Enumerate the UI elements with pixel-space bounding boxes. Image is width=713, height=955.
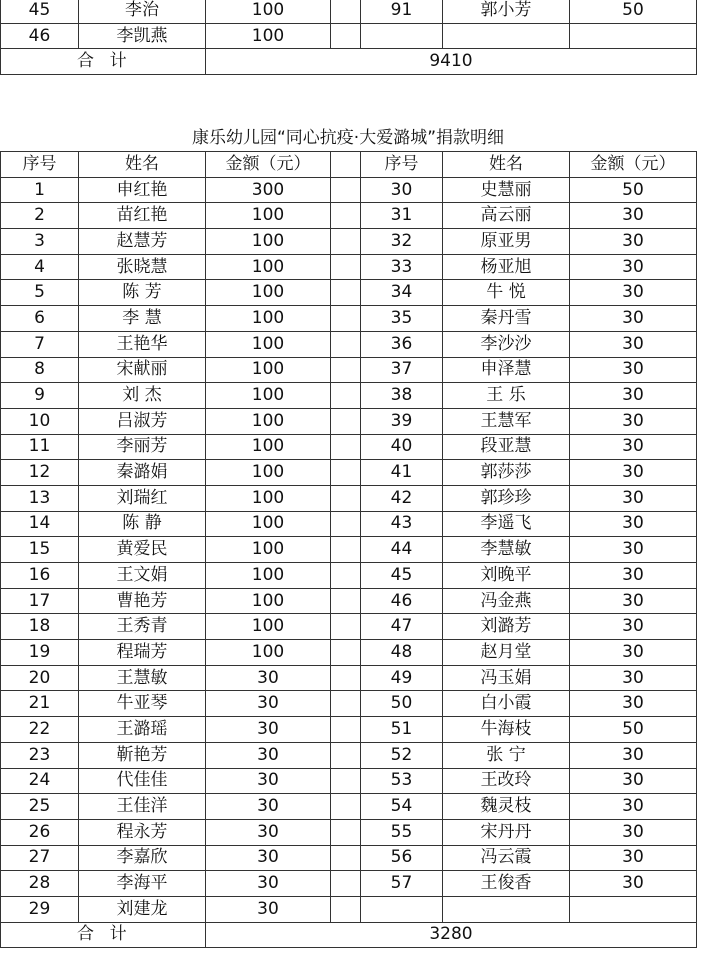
table-row xyxy=(1,588,697,614)
table-row xyxy=(1,408,697,434)
spacer-cell xyxy=(331,665,361,691)
donor-name: 李海平 xyxy=(79,871,206,897)
table-row xyxy=(1,871,697,897)
donor-name: 牛亚琴 xyxy=(79,691,206,717)
donor-name: 黄爱民 xyxy=(79,537,206,563)
total-label: 合 计 xyxy=(1,922,206,948)
donation-amount: 30 xyxy=(570,254,697,280)
donation-amount: 300 xyxy=(206,177,331,203)
table-row xyxy=(1,717,697,743)
table-row xyxy=(1,563,697,589)
row-number: 51 xyxy=(361,717,443,743)
donor-name: 张 宁 xyxy=(443,742,570,768)
row-number: 20 xyxy=(1,665,79,691)
donation-amount: 100 xyxy=(206,0,331,23)
row-number: 91 xyxy=(361,0,443,23)
row-number: 46 xyxy=(361,588,443,614)
spacer-cell xyxy=(331,460,361,486)
donor-name: 王佳洋 xyxy=(79,794,206,820)
donation-amount: 30 xyxy=(206,691,331,717)
donation-amount: 100 xyxy=(206,229,331,255)
donor-name: 刘建龙 xyxy=(79,896,206,922)
donor-name: 牛海枝 xyxy=(443,717,570,743)
table-row xyxy=(1,460,697,486)
row-number: 29 xyxy=(1,896,79,922)
donor-name: 宋丹丹 xyxy=(443,819,570,845)
header-no: 序号 xyxy=(361,152,443,178)
table-row xyxy=(1,511,697,537)
row-number: 52 xyxy=(361,742,443,768)
donor-name: 牛 悦 xyxy=(443,280,570,306)
donation-amount: 30 xyxy=(570,511,697,537)
donor-name: 冯玉娟 xyxy=(443,665,570,691)
donation-amount: 100 xyxy=(206,460,331,486)
donor-name: 王潞瑶 xyxy=(79,717,206,743)
row-number: 34 xyxy=(361,280,443,306)
table-row xyxy=(1,229,697,255)
donation-amount: 30 xyxy=(570,280,697,306)
row-number: 15 xyxy=(1,537,79,563)
row-number xyxy=(361,896,443,922)
row-number: 22 xyxy=(1,717,79,743)
donation-amount: 30 xyxy=(570,383,697,409)
donor-name: 刘晚平 xyxy=(443,563,570,589)
row-number: 7 xyxy=(1,331,79,357)
donation-amount: 30 xyxy=(206,665,331,691)
total-row xyxy=(1,49,697,75)
spacer-cell xyxy=(331,768,361,794)
row-number: 50 xyxy=(361,691,443,717)
row-number: 26 xyxy=(1,819,79,845)
donor-name: 刘 杰 xyxy=(79,383,206,409)
donor-name: 李丽芳 xyxy=(79,434,206,460)
donation-amount: 30 xyxy=(570,331,697,357)
previous-page-table xyxy=(0,0,697,75)
row-number: 35 xyxy=(361,306,443,332)
spacer-cell xyxy=(331,203,361,229)
spacer-cell xyxy=(331,357,361,383)
donor-name: 高云丽 xyxy=(443,203,570,229)
donor-name: 段亚慧 xyxy=(443,434,570,460)
row-number: 18 xyxy=(1,614,79,640)
donor-name: 秦丹雪 xyxy=(443,306,570,332)
donation-amount: 100 xyxy=(206,203,331,229)
row-number: 9 xyxy=(1,383,79,409)
spacer-cell xyxy=(331,717,361,743)
donor-name: 郭莎莎 xyxy=(443,460,570,486)
donor-name: 李凯燕 xyxy=(79,23,206,49)
header-name: 姓名 xyxy=(443,152,570,178)
donation-amount: 30 xyxy=(570,306,697,332)
row-number: 19 xyxy=(1,640,79,666)
row-number xyxy=(361,23,443,49)
row-number: 47 xyxy=(361,614,443,640)
total-value: 3280 xyxy=(206,922,697,948)
row-number: 12 xyxy=(1,460,79,486)
donor-name: 刘潞芳 xyxy=(443,614,570,640)
spacer-cell xyxy=(331,280,361,306)
table-row xyxy=(1,0,697,23)
row-number: 2 xyxy=(1,203,79,229)
total-label: 合 计 xyxy=(1,49,206,75)
spacer-cell xyxy=(331,23,361,49)
donor-name: 史慧丽 xyxy=(443,177,570,203)
table-row xyxy=(1,434,697,460)
donor-name: 王艳华 xyxy=(79,331,206,357)
row-number: 17 xyxy=(1,588,79,614)
donation-amount: 30 xyxy=(570,203,697,229)
table-row xyxy=(1,280,697,306)
donor-name: 李 慧 xyxy=(79,306,206,332)
spacer-cell xyxy=(331,383,361,409)
donation-amount: 30 xyxy=(570,845,697,871)
spacer-cell xyxy=(331,511,361,537)
row-number: 57 xyxy=(361,871,443,897)
spacer-cell xyxy=(331,614,361,640)
row-number: 40 xyxy=(361,434,443,460)
row-number: 39 xyxy=(361,408,443,434)
donation-amount: 100 xyxy=(206,563,331,589)
donor-name: 苗红艳 xyxy=(79,203,206,229)
table-row xyxy=(1,383,697,409)
donation-amount: 30 xyxy=(570,485,697,511)
donor-name: 王秀青 xyxy=(79,614,206,640)
donor-name: 张晓慧 xyxy=(79,254,206,280)
table-row xyxy=(1,640,697,666)
header-row xyxy=(1,152,697,178)
row-number: 11 xyxy=(1,434,79,460)
spacer-cell xyxy=(331,640,361,666)
donor-name: 陈 芳 xyxy=(79,280,206,306)
header-no: 序号 xyxy=(1,152,79,178)
spacer-cell xyxy=(331,588,361,614)
table-row xyxy=(1,485,697,511)
row-number: 43 xyxy=(361,511,443,537)
table-row xyxy=(1,331,697,357)
donor-name: 白小霞 xyxy=(443,691,570,717)
donation-table xyxy=(0,151,697,948)
row-number: 3 xyxy=(1,229,79,255)
donor-name: 曹艳芳 xyxy=(79,588,206,614)
donation-amount: 30 xyxy=(570,614,697,640)
donation-amount: 30 xyxy=(570,768,697,794)
donation-amount: 100 xyxy=(206,511,331,537)
donor-name xyxy=(443,23,570,49)
donation-amount: 30 xyxy=(570,665,697,691)
row-number: 4 xyxy=(1,254,79,280)
spacer-cell xyxy=(331,742,361,768)
spacer-cell xyxy=(331,794,361,820)
row-number: 41 xyxy=(361,460,443,486)
table-row xyxy=(1,23,697,49)
donor-name: 陈 静 xyxy=(79,511,206,537)
row-number: 27 xyxy=(1,845,79,871)
donor-name: 王俊香 xyxy=(443,871,570,897)
table-row xyxy=(1,742,697,768)
spacer-cell xyxy=(331,537,361,563)
donation-amount: 30 xyxy=(570,691,697,717)
donation-amount: 100 xyxy=(206,408,331,434)
row-number: 36 xyxy=(361,331,443,357)
donation-amount: 100 xyxy=(206,357,331,383)
donation-amount: 100 xyxy=(206,23,331,49)
donation-amount: 100 xyxy=(206,306,331,332)
spacer-cell xyxy=(331,229,361,255)
spacer-cell xyxy=(331,691,361,717)
donor-name: 李沙沙 xyxy=(443,331,570,357)
donor-name: 王改玲 xyxy=(443,768,570,794)
donation-amount: 100 xyxy=(206,383,331,409)
donation-amount: 30 xyxy=(206,819,331,845)
row-number: 33 xyxy=(361,254,443,280)
donor-name: 原亚男 xyxy=(443,229,570,255)
donation-amount: 50 xyxy=(570,0,697,23)
donation-amount: 30 xyxy=(570,537,697,563)
spacer-cell xyxy=(331,563,361,589)
table-row xyxy=(1,794,697,820)
donation-amount: 100 xyxy=(206,537,331,563)
row-number: 1 xyxy=(1,177,79,203)
donation-amount: 30 xyxy=(206,742,331,768)
row-number: 53 xyxy=(361,768,443,794)
row-number: 56 xyxy=(361,845,443,871)
row-number: 48 xyxy=(361,640,443,666)
donor-name: 程瑞芳 xyxy=(79,640,206,666)
row-number: 28 xyxy=(1,871,79,897)
table-row xyxy=(1,537,697,563)
row-number: 16 xyxy=(1,563,79,589)
donor-name: 程永芳 xyxy=(79,819,206,845)
donation-amount: 100 xyxy=(206,331,331,357)
row-number: 37 xyxy=(361,357,443,383)
donor-name: 刘瑞红 xyxy=(79,485,206,511)
row-number: 49 xyxy=(361,665,443,691)
row-number: 25 xyxy=(1,794,79,820)
spacer-cell xyxy=(331,254,361,280)
donor-name: 魏灵枝 xyxy=(443,794,570,820)
row-number: 21 xyxy=(1,691,79,717)
spacer-cell xyxy=(331,408,361,434)
row-number: 30 xyxy=(361,177,443,203)
donor-name: 冯金燕 xyxy=(443,588,570,614)
donor-name: 宋献丽 xyxy=(79,357,206,383)
donation-amount: 30 xyxy=(206,845,331,871)
donation-amount: 30 xyxy=(206,871,331,897)
total-row xyxy=(1,922,697,948)
table-row xyxy=(1,691,697,717)
donation-amount: 100 xyxy=(206,280,331,306)
row-number: 42 xyxy=(361,485,443,511)
header-name: 姓名 xyxy=(79,152,206,178)
row-number: 8 xyxy=(1,357,79,383)
spacer-cell xyxy=(331,152,361,178)
spacer-cell xyxy=(331,0,361,23)
donor-name xyxy=(443,896,570,922)
donor-name: 李嘉欣 xyxy=(79,845,206,871)
donor-name: 郭珍珍 xyxy=(443,485,570,511)
donation-amount: 30 xyxy=(206,717,331,743)
donation-amount: 30 xyxy=(570,794,697,820)
table-title: 康乐幼儿园“同心抗疫·大爱潞城”捐款明细 xyxy=(191,128,505,148)
donor-name: 李治 xyxy=(79,0,206,23)
table-row xyxy=(1,254,697,280)
row-number: 23 xyxy=(1,742,79,768)
donation-amount: 30 xyxy=(570,357,697,383)
row-number: 14 xyxy=(1,511,79,537)
donor-name: 王文娟 xyxy=(79,563,206,589)
spacer-cell xyxy=(331,896,361,922)
donation-amount: 100 xyxy=(206,485,331,511)
donation-amount: 30 xyxy=(570,434,697,460)
header-amount: 金额（元） xyxy=(570,152,697,178)
table-row xyxy=(1,203,697,229)
row-number: 46 xyxy=(1,23,79,49)
donor-name: 王慧敏 xyxy=(79,665,206,691)
table-row xyxy=(1,357,697,383)
donation-amount: 30 xyxy=(570,871,697,897)
table-row xyxy=(1,768,697,794)
table-row xyxy=(1,306,697,332)
row-number: 45 xyxy=(1,0,79,23)
donation-amount: 100 xyxy=(206,254,331,280)
row-number: 44 xyxy=(361,537,443,563)
donation-amount: 50 xyxy=(570,717,697,743)
row-number: 32 xyxy=(361,229,443,255)
donor-name: 杨亚旭 xyxy=(443,254,570,280)
spacer-cell xyxy=(331,331,361,357)
donation-amount: 100 xyxy=(206,640,331,666)
row-number: 54 xyxy=(361,794,443,820)
donation-amount: 30 xyxy=(570,588,697,614)
row-number: 5 xyxy=(1,280,79,306)
table-row xyxy=(1,177,697,203)
spacer-cell xyxy=(331,434,361,460)
table-row xyxy=(1,614,697,640)
donor-name: 代佳佳 xyxy=(79,768,206,794)
spacer-cell xyxy=(331,871,361,897)
table-row xyxy=(1,819,697,845)
spacer-cell xyxy=(331,845,361,871)
donation-amount: 30 xyxy=(570,460,697,486)
row-number: 13 xyxy=(1,485,79,511)
donation-amount: 30 xyxy=(570,563,697,589)
donor-name: 秦潞娟 xyxy=(79,460,206,486)
donation-amount: 30 xyxy=(206,896,331,922)
donation-amount: 30 xyxy=(570,229,697,255)
table-row xyxy=(1,896,697,922)
donation-amount: 30 xyxy=(570,742,697,768)
donation-amount: 30 xyxy=(206,768,331,794)
donor-name: 李遥飞 xyxy=(443,511,570,537)
row-number: 6 xyxy=(1,306,79,332)
donor-name: 王 乐 xyxy=(443,383,570,409)
row-number: 10 xyxy=(1,408,79,434)
donor-name: 王慧军 xyxy=(443,408,570,434)
donation-amount xyxy=(570,23,697,49)
header-amount: 金额（元） xyxy=(206,152,331,178)
donor-name: 靳艳芳 xyxy=(79,742,206,768)
donation-amount: 30 xyxy=(570,408,697,434)
spacer-cell xyxy=(331,819,361,845)
donor-name: 郭小芳 xyxy=(443,0,570,23)
row-number: 55 xyxy=(361,819,443,845)
donor-name: 冯云霞 xyxy=(443,845,570,871)
spacer-cell xyxy=(331,485,361,511)
donor-name: 赵月堂 xyxy=(443,640,570,666)
donor-name: 赵慧芳 xyxy=(79,229,206,255)
donation-amount: 100 xyxy=(206,614,331,640)
donor-name: 申泽慧 xyxy=(443,357,570,383)
row-number: 24 xyxy=(1,768,79,794)
table-row xyxy=(1,845,697,871)
spacer-cell xyxy=(331,306,361,332)
donation-amount: 30 xyxy=(206,794,331,820)
donation-amount: 100 xyxy=(206,588,331,614)
donor-name: 吕淑芳 xyxy=(79,408,206,434)
total-value: 9410 xyxy=(206,49,697,75)
table-row xyxy=(1,665,697,691)
row-number: 38 xyxy=(361,383,443,409)
row-number: 45 xyxy=(361,563,443,589)
donation-amount: 100 xyxy=(206,434,331,460)
donation-amount: 50 xyxy=(570,177,697,203)
donation-amount: 30 xyxy=(570,640,697,666)
donor-name: 申红艳 xyxy=(79,177,206,203)
donation-amount xyxy=(570,896,697,922)
donor-name: 李慧敏 xyxy=(443,537,570,563)
row-number: 31 xyxy=(361,203,443,229)
spacer-cell xyxy=(331,177,361,203)
donation-amount: 30 xyxy=(570,819,697,845)
